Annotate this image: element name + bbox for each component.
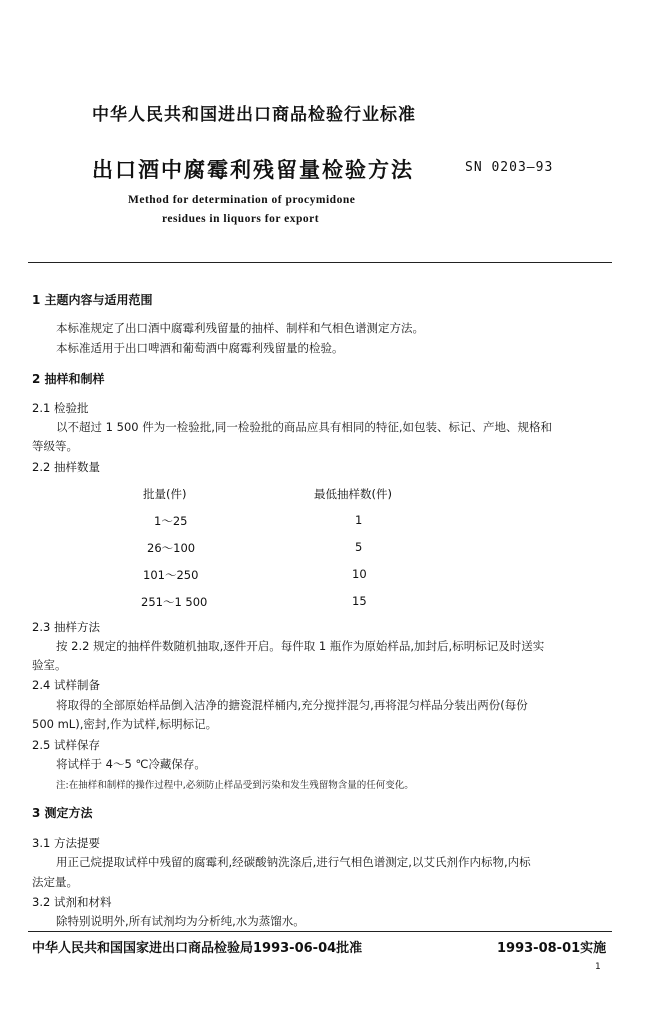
section-3-2-paragraph-1: 除特别说明外,所有试剂均为分析纯,水为蒸馏水。 xyxy=(56,914,305,928)
english-title-line2: residues in liquors for export xyxy=(162,213,320,225)
table-header-samples: 最低抽样数(件) xyxy=(314,487,392,501)
section-1-paragraph-2: 本标准适用于出口啤酒和葡萄酒中腐霉利残留量的检验。 xyxy=(56,341,344,355)
english-title-line1: Method for determination of procymidone xyxy=(128,194,356,206)
approval-statement: 中华人民共和国国家进出口商品检验局1993-06-04批准 xyxy=(32,941,363,956)
table-header-batch: 批量(件) xyxy=(143,487,187,501)
header-divider xyxy=(28,262,612,263)
standard-code: SN 0203—93 xyxy=(465,160,554,175)
section-2-5-heading: 2.5 试样保存 xyxy=(32,738,100,752)
document-title: 出口酒中腐霉利残留量检验方法 xyxy=(92,158,414,182)
section-3-2-heading: 3.2 试剂和材料 xyxy=(32,895,112,909)
section-2-1-paragraph-1: 以不超过 1 500 件为一检验批,同一检验批的商品应具有相同的特征,如包装、标记、产地、规格和 xyxy=(56,420,553,434)
table-cell-samples: 1 xyxy=(355,513,363,527)
section-2-5-paragraph-1: 将试样于 4～5 ℃冷藏保存。 xyxy=(56,757,206,771)
table-cell-batch: 26～100 xyxy=(147,541,196,555)
section-2-2-heading: 2.2 抽样数量 xyxy=(32,460,100,474)
section-3-1-paragraph-2: 法定量。 xyxy=(32,875,78,889)
section-2-3-paragraph-1: 按 2.2 规定的抽样件数随机抽取,逐件开启。每件取 1 瓶作为原始样品,加封后,标明标记及时送实 xyxy=(56,639,545,653)
section-2-1-paragraph-2: 等级等。 xyxy=(32,439,78,453)
section-3-1-paragraph-1: 用正己烷提取试样中残留的腐霉利,经碳酸钠洗涤后,进行气相色谱测定,以艾氏剂作内标物,内标 xyxy=(56,855,531,869)
table-cell-batch: 101～250 xyxy=(143,568,199,582)
section-2-4-paragraph-2: 500 mL),密封,作为试样,标明标记。 xyxy=(32,717,218,731)
table-cell-batch: 1～25 xyxy=(154,514,188,528)
section-2-4-paragraph-1: 将取得的全部原始样品倒入洁净的搪瓷混样桶内,充分搅拌混匀,再将混匀样品分装出两份(每份 xyxy=(56,698,528,712)
section-2-3-paragraph-2: 验室。 xyxy=(32,658,67,672)
section-3-heading: 3 测定方法 xyxy=(32,806,93,820)
section-1-heading: 1 主题内容与适用范围 xyxy=(32,293,153,307)
section-2-4-heading: 2.4 试样制备 xyxy=(32,678,100,692)
section-2-note: 注:在抽样和制样的操作过程中,必须防止样品受到污染和发生残留物含量的任何变化。 xyxy=(56,780,414,791)
footer-divider xyxy=(28,931,612,932)
section-3-1-heading: 3.1 方法提要 xyxy=(32,836,100,850)
table-cell-samples: 15 xyxy=(352,594,367,608)
table-cell-samples: 10 xyxy=(352,567,367,581)
section-2-3-heading: 2.3 抽样方法 xyxy=(32,620,100,634)
table-cell-samples: 5 xyxy=(355,540,363,554)
standard-body-header: 中华人民共和国进出口商品检验行业标准 xyxy=(92,105,416,125)
section-1-paragraph-1: 本标准规定了出口酒中腐霉利残留量的抽样、制样和气相色谱测定方法。 xyxy=(56,321,424,335)
page-number: 1 xyxy=(595,962,601,972)
effective-date: 1993-08-01实施 xyxy=(497,941,607,956)
table-cell-batch: 251～1 500 xyxy=(141,595,208,609)
section-2-1-heading: 2.1 检验批 xyxy=(32,401,89,415)
section-2-heading: 2 抽样和制样 xyxy=(32,372,105,386)
